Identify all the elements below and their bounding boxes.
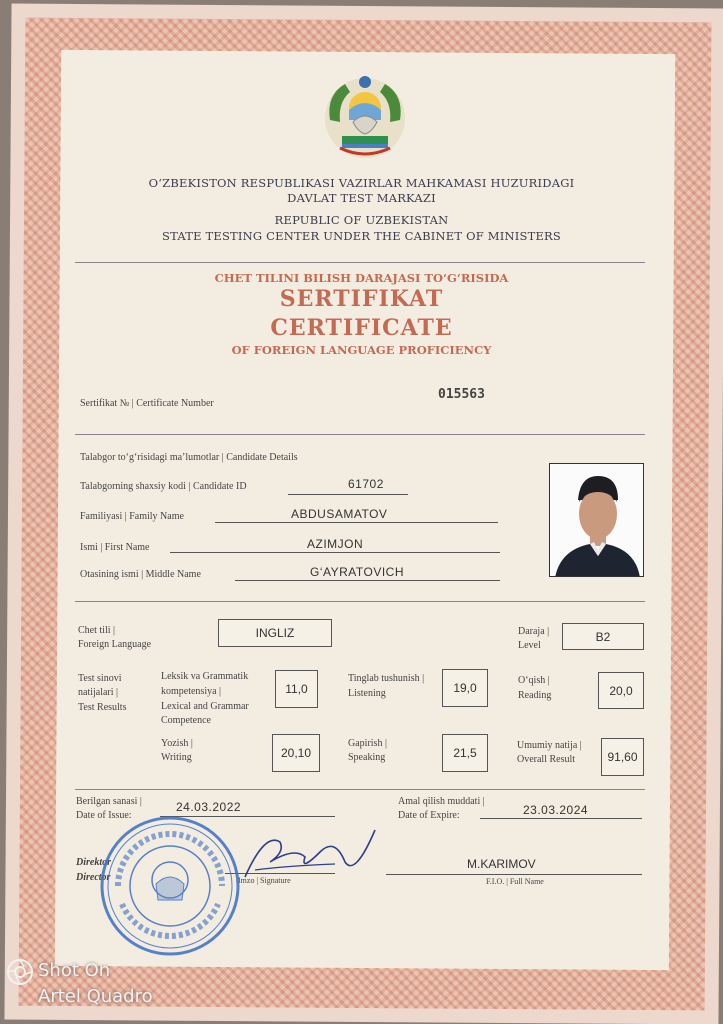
portrait-icon xyxy=(550,464,644,577)
expire-date-underline xyxy=(480,818,642,819)
level-value: B2 xyxy=(562,623,644,650)
expire-date-label-uz: Amal qilish muddati | xyxy=(398,796,485,807)
results-label-uz2: natijalari | xyxy=(78,687,119,698)
first-name-underline xyxy=(170,552,500,553)
watermark-line2: Artel Quadro xyxy=(38,986,153,1007)
family-name-label: Familiyasi | Family Name xyxy=(80,511,184,522)
candidate-id-label: Talabgorning shaxsiy kodi | Candidate ID xyxy=(80,481,247,492)
watermark-line1: Shot On xyxy=(38,960,111,981)
first-name-label: Ismi | First Name xyxy=(80,542,150,553)
header-divider xyxy=(75,262,645,263)
results-label-en: Test Results xyxy=(78,702,127,713)
director-name-value: M.KARIMOV xyxy=(467,857,536,871)
foreign-language-value: INGLIZ xyxy=(218,619,332,647)
results-label-uz: Test sinovi xyxy=(78,673,122,684)
full-name-label: F.I.O. | Full Name xyxy=(486,877,544,886)
official-stamp-icon xyxy=(98,814,243,959)
section-divider-2 xyxy=(75,601,645,602)
lexical-score: 11,0 xyxy=(275,670,318,708)
level-label-en: Level xyxy=(518,640,541,651)
title-en-sub: OF FOREIGN LANGUAGE PROFICIENCY xyxy=(231,343,492,357)
speaking-label-en: Speaking xyxy=(348,752,386,763)
candidate-photo xyxy=(549,463,644,577)
writing-score: 20,10 xyxy=(272,734,320,772)
middle-name-label: Otasining ismi | Middle Name xyxy=(80,569,201,580)
title-en-main: CERTIFICATE xyxy=(270,315,453,341)
lexical-label-uz2: kompetensiya | xyxy=(161,686,222,697)
title-uz-sub: CHET TILINI BILISH DARAJASI TO‘G‘RISIDA xyxy=(214,271,509,285)
candidate-id-underline xyxy=(288,494,408,495)
signature-label: Imzo | Signature xyxy=(238,876,291,885)
header-uz-line2: DAVLAT TEST MARKAZI xyxy=(287,191,436,205)
full-name-underline xyxy=(386,874,642,875)
reading-label-uz: O‘qish | xyxy=(518,675,550,686)
state-emblem-icon xyxy=(320,70,410,162)
lexical-label-en2: Competence xyxy=(161,715,211,726)
overall-score: 91,60 xyxy=(601,738,644,776)
title-uz-main: SERTIFIKAT xyxy=(279,286,444,312)
header-uz-line1: O‘ZBEKISTON RESPUBLIKASI VAZIRLAR MAHKAMASI HUZURIDAGI xyxy=(148,176,575,190)
overall-label-uz: Umumiy natija | xyxy=(517,740,582,751)
foreign-language-label-uz: Chet tili | xyxy=(78,625,116,636)
listening-label-en: Listening xyxy=(348,688,386,699)
candidate-id-value: 61702 xyxy=(348,477,384,491)
writing-label-en: Writing xyxy=(161,752,192,763)
foreign-language-label-en: Foreign Language xyxy=(78,639,152,650)
lexical-label-en1: Lexical and Grammar xyxy=(161,701,249,712)
signature-scribble-icon xyxy=(225,822,385,892)
family-name-value: ABDUSAMATOV xyxy=(291,507,388,521)
issue-date-label-uz: Berilgan sanasi | xyxy=(76,796,142,807)
listening-label-uz: Tinglab tushunish | xyxy=(348,673,425,684)
director-label-uz: Direktor xyxy=(76,857,111,868)
expire-date-label-en: Date of Expire: xyxy=(398,810,460,821)
speaking-label-uz: Gapirish | xyxy=(348,738,387,749)
first-name-value: AZIMJON xyxy=(307,537,364,551)
header-en-line1: REPUBLIC OF UZBEKISTAN xyxy=(274,213,449,227)
speaking-score: 21,5 xyxy=(442,734,488,772)
certificate-number-label: Sertifikat № | Certificate Number xyxy=(80,398,214,409)
candidate-section-label: Talabgor to‘g‘risidagi ma’lumotlar | Candidate Details xyxy=(80,452,298,463)
middle-name-value: G‘AYRATOVICH xyxy=(310,565,405,579)
camera-lens-icon xyxy=(6,958,34,986)
reading-score: 20,0 xyxy=(598,672,644,709)
reading-label-en: Reading xyxy=(518,690,552,701)
middle-name-underline xyxy=(235,580,500,581)
header-en-line2: STATE TESTING CENTER UNDER THE CABINET OF MINISTERS xyxy=(162,229,561,243)
certificate-number-value: 015563 xyxy=(438,387,485,402)
camera-watermark xyxy=(38,958,153,1010)
section-divider-3 xyxy=(75,789,645,790)
family-name-underline xyxy=(215,522,498,523)
lexical-label-uz1: Leksik va Grammatik xyxy=(161,671,249,682)
issue-date-label-en: Date of Issue: xyxy=(76,810,132,821)
issue-date-value: 24.03.2022 xyxy=(176,800,242,814)
listening-score: 19,0 xyxy=(442,669,488,707)
section-divider-1 xyxy=(75,434,645,435)
director-label-en: Director xyxy=(76,872,111,883)
writing-label-uz: Yozish | xyxy=(161,738,193,749)
expire-date-value: 23.03.2024 xyxy=(523,803,589,817)
overall-label-en: Overall Result xyxy=(517,754,576,765)
level-label-uz: Daraja | xyxy=(518,626,550,637)
